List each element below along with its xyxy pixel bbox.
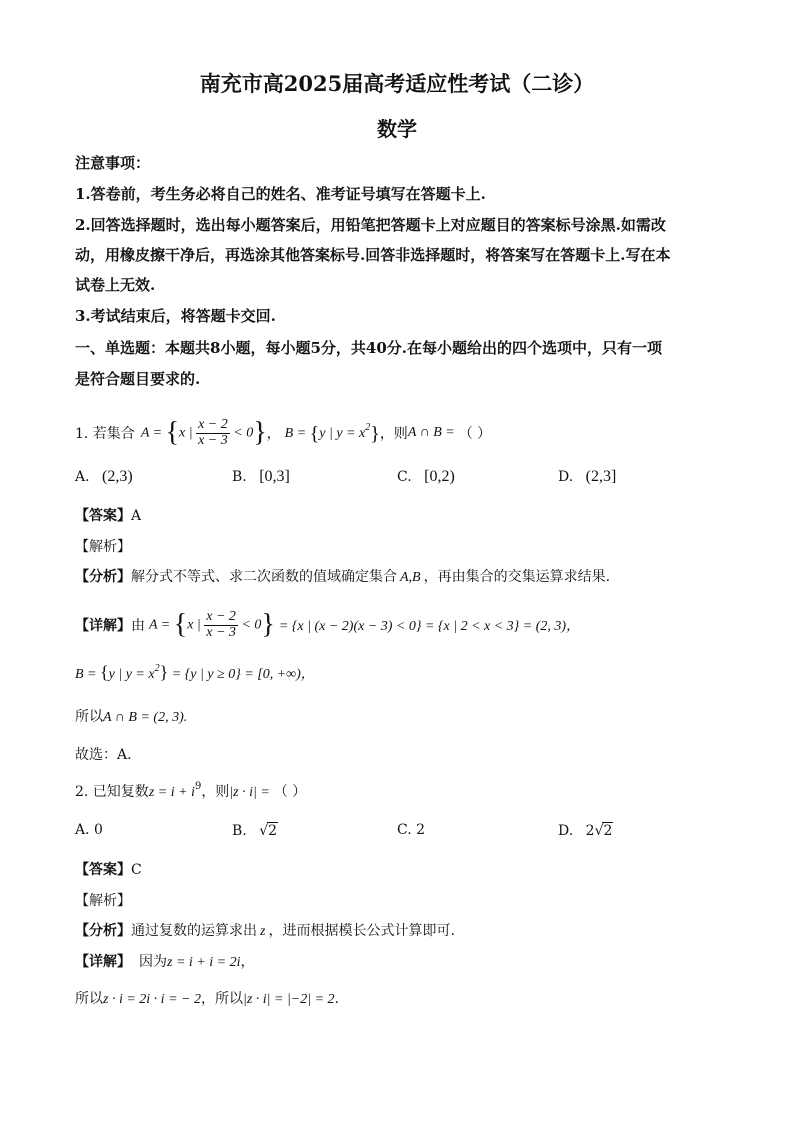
question-2-stem [75, 781, 306, 801]
q2-fenxi [75, 920, 455, 940]
subject-title: 数学 [377, 117, 417, 141]
q1-detail-pre: 由 [131, 618, 145, 634]
q1-answer-tag: 【答案】 [75, 508, 131, 524]
q1-detail-set-b-rhs: = {y | y ≥ 0} = [0, +∞)， [171, 667, 315, 682]
q2-abs-expr: |z · i| = [229, 785, 270, 800]
q2-end: . [334, 991, 339, 1007]
exam-title: 南充市高2025届高考适应性考试（二诊） [199, 71, 595, 96]
q2-option-b [232, 822, 278, 839]
q1-set-a: A = {x | $\frac{x - 2}{x - 3}$ < 0} [140, 416, 267, 448]
q2-then: ，则 [201, 784, 230, 800]
q2-detail-line-1 [75, 951, 254, 971]
q2-option-b-radicand: 2 [268, 823, 278, 839]
section-1-line-1: 一、单选题：本题共8小题，每小题5分，共40分.在每小题给出的四个选项中，只有一项 [75, 339, 662, 357]
q1-detail-line-1 [75, 603, 580, 647]
q1-comma: ， [266, 426, 281, 442]
q2-option-d-coef: 2 [585, 823, 595, 839]
q1-option-b-value: [0,3] [259, 468, 290, 485]
q2-so-2: ，所以 [200, 991, 243, 1007]
q1-so-expr: A ∩ B = (2, 3). [103, 710, 188, 725]
q2-answer-value: C [131, 862, 142, 878]
q1-option-d-value: (2,3] [585, 468, 617, 485]
q1-fenxi [75, 566, 610, 586]
q1-option-a-value: (2,3) [102, 468, 133, 485]
section-1-line-2: 是符合题目要求的. [75, 370, 201, 388]
q1-option-d-label: D. [558, 469, 574, 485]
q2-option-d-radicand: 2 [603, 823, 613, 839]
q2-detail-end: ， [240, 954, 255, 970]
q2-answer-tag: 【答案】 [75, 862, 131, 878]
q1-option-d [558, 468, 616, 486]
q1-detail-rhs: = {x | (x − 2)(x − 3) < 0} = {x | 2 < x < 3} = (2, 3)， [278, 619, 581, 634]
q2-fenxi-text-b: ，进而根据模长公式计算即可. [268, 923, 455, 939]
sqrt-icon: √ [594, 823, 604, 839]
q1-set-b: B = {y | $y = x^2$} [284, 422, 380, 445]
q1-fenxi-sets: A,B [400, 570, 421, 585]
q2-option-d [558, 822, 613, 839]
notice-item-2-line-3: 试卷上无效. [75, 276, 156, 294]
notice-heading: 注意事项： [75, 154, 151, 172]
q1-so: 所以 [75, 709, 103, 725]
q2-analysis-tag: 【解析】 [75, 893, 131, 909]
q2-detail-expr: z = i + i = 2i [167, 955, 241, 970]
q1-blank: （ ） [458, 426, 492, 442]
q2-fenxi-text-a: 通过复数的运算求出 [131, 923, 257, 939]
q1-detail-set-a: A = {x | $\frac{x - 2}{x - 3}$ < 0} [149, 608, 275, 640]
q2-detail-tag: 【详解】 [75, 954, 131, 970]
q2-prefix: 2. 已知复数 [75, 784, 149, 800]
q1-option-a [75, 468, 133, 486]
q2-option-d-label: D. [558, 823, 574, 839]
notice-item-2-line-1: 2.回答选择题时，选出每小题答案后，用铅笔把答题卡上对应题目的答案标号涂黑.如需改 [75, 216, 666, 234]
q1-option-a-label: A. [75, 469, 90, 485]
q2-option-a: A. 0 [75, 822, 103, 838]
q1-intersection: A ∩ B = [407, 425, 455, 440]
q2-z-expr: z = i + i [148, 785, 195, 800]
q1-option-b [232, 468, 290, 486]
q2-option-b-label: B. [232, 823, 247, 839]
q2-fenxi-tag: 【分析】 [75, 923, 131, 939]
q2-so-1-expr: z · i = 2i · i = − 2 [103, 992, 201, 1007]
notice-item-1: 1.答卷前，考生务必将自己的姓名、准考证号填写在答题卡上. [75, 185, 486, 203]
q2-exponent: 9 [194, 781, 202, 792]
notice-item-2-line-2: 动，用橡皮擦干净后，再选涂其他答案标号.回答非选择题时，将答案写在答题卡上.写在本 [75, 246, 671, 264]
q1-answer [75, 505, 141, 525]
q1-analysis-tag: 【解析】 [75, 539, 131, 555]
q1-fenxi-text-a: 解分式不等式、求二次函数的值域确定集合 [131, 569, 397, 585]
q1-detail-tag: 【详解】 [75, 618, 131, 634]
q2-answer [75, 859, 142, 879]
q2-option-c: C. 2 [397, 822, 426, 838]
q1-detail-line-2 [75, 662, 315, 683]
q1-option-b-label: B. [232, 469, 247, 485]
q1-answer-value: A [131, 508, 142, 524]
q2-detail-line-2 [75, 988, 339, 1008]
q2-so-2-expr: |z · i| = |−2| = 2 [242, 992, 335, 1007]
q1-fenxi-text-b: ，再由集合的交集运算求结果. [423, 569, 611, 585]
q1-option-c-value: [0,2) [424, 468, 455, 485]
q2-so-1: 所以 [75, 991, 103, 1007]
q2-fenxi-var: z [260, 924, 266, 939]
sqrt-icon: √ [259, 823, 269, 839]
q1-choose: 故选：A. [75, 747, 132, 763]
q1-then: ，则 [379, 426, 408, 442]
q1-fenxi-tag: 【分析】 [75, 569, 131, 585]
q1-prefix: 1. 若集合 [75, 426, 135, 442]
question-1-stem [75, 408, 491, 458]
q2-detail-text: 因为 [139, 954, 167, 970]
q1-option-c-label: C. [397, 469, 412, 485]
q1-so-line [75, 706, 187, 726]
q1-option-c [397, 468, 455, 486]
notice-item-3: 3.考试结束后，将答题卡交回. [75, 307, 276, 325]
q2-blank: （ ） [273, 784, 307, 800]
q1-detail-set-b: B = {y | $y = x^2$} [75, 662, 169, 682]
